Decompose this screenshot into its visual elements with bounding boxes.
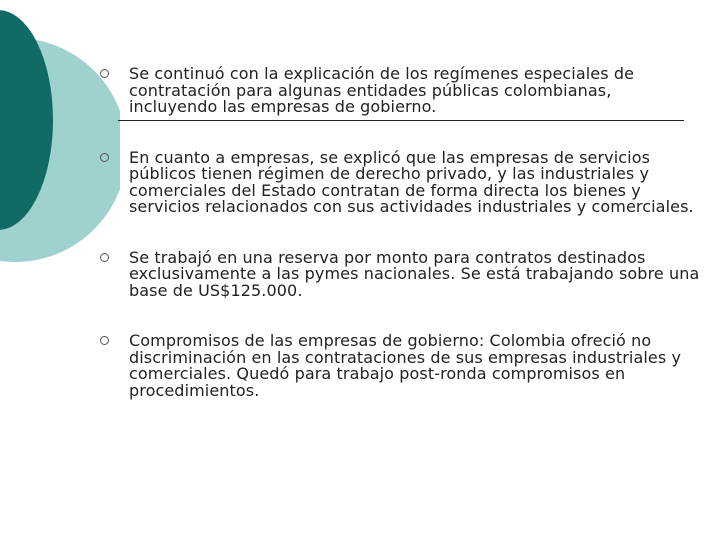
bullet-text: Se trabajó en una reserva por monto para contratos destinados exclusivamente a las pymes nacionales. Se está trabajando sobre una base de US$125.000. xyxy=(129,247,700,300)
bullet-text: En cuanto a empresas, se explicó que las empresas de servicios públicos tienen régimen de derecho privado, y las industriales y comerciales del Estado contratan de forma directa los bienes y servicios relacionados con sus actividades industriales y comerciales. xyxy=(129,147,694,216)
bullet-text: Compromisos de las empresas de gobierno: Colombia ofreció no discriminación en las contrataciones de sus empresas industriales y comerciales. Quedó para trabajo post-ronda compromisos en procedimientos. xyxy=(129,331,682,400)
bullet-text: Se continuó con la explicación de los regímenes especiales de contratación para algunas entidades públicas colombianas, incluyendo las empresas de gobierno. xyxy=(129,64,635,116)
hollow-circle-bullet-icon xyxy=(100,253,109,262)
bullet-item xyxy=(100,333,700,399)
hollow-circle-bullet-icon xyxy=(100,69,109,78)
bullet-item xyxy=(100,247,700,300)
hollow-circle-bullet-icon xyxy=(100,153,109,162)
bullet-item xyxy=(100,147,700,216)
bullet-list xyxy=(100,66,700,399)
bullet-item xyxy=(100,66,700,116)
hollow-circle-bullet-icon xyxy=(100,336,109,345)
